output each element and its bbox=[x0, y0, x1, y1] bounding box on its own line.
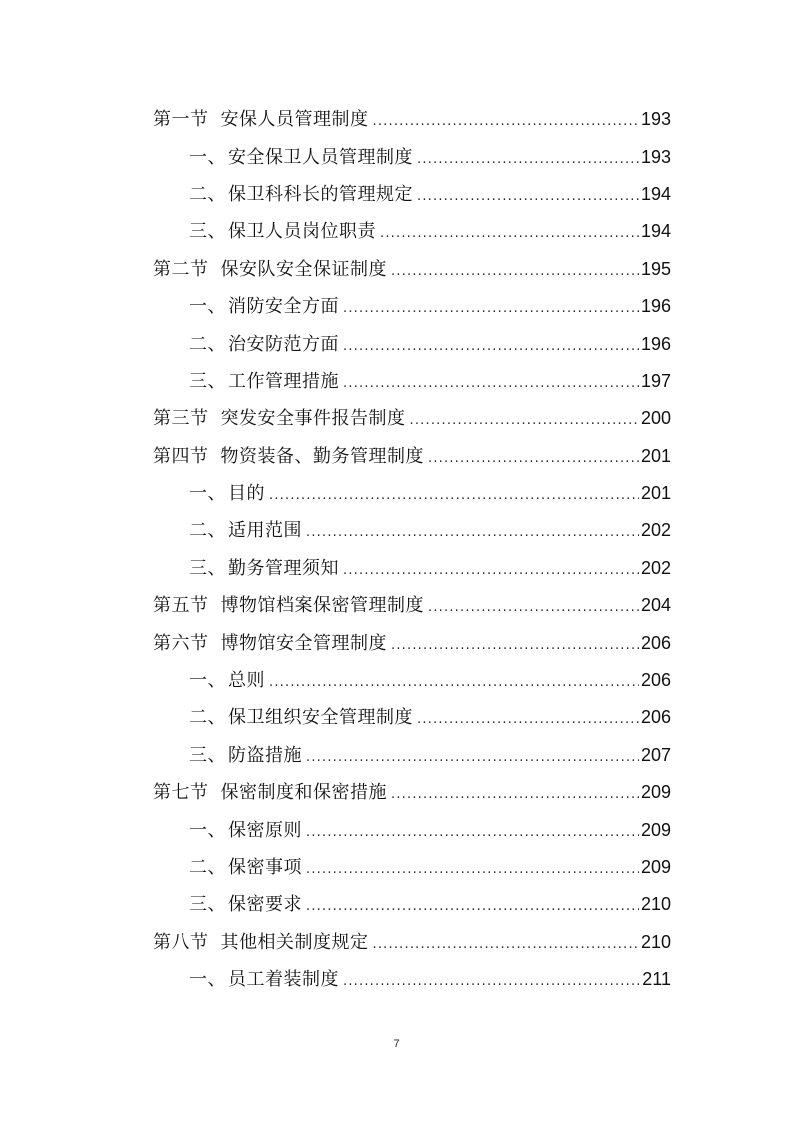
toc-entry-page: 209 bbox=[640, 819, 671, 840]
toc-entry-line bbox=[189, 895, 793, 914]
toc-dot-leader bbox=[306, 751, 639, 764]
toc-entry-title: 员工着装制度 bbox=[228, 969, 339, 991]
toc-dot-leader bbox=[269, 676, 639, 689]
toc-dot-leader bbox=[343, 564, 639, 577]
toc-entry-title: 适用范围 bbox=[228, 520, 302, 542]
toc-entry-title: 保密制度和保密措施 bbox=[220, 782, 387, 804]
toc-dot-leader bbox=[391, 265, 639, 278]
toc-entry-number: 二、 bbox=[189, 857, 226, 878]
toc-entry-line bbox=[189, 821, 793, 840]
toc-entry-number: 第四节 bbox=[153, 445, 209, 467]
toc-entry-line bbox=[153, 447, 793, 466]
toc-entry-number: 第五节 bbox=[153, 595, 209, 617]
toc-section-entry[interactable] bbox=[0, 400, 793, 437]
toc-entry-line bbox=[153, 596, 793, 615]
toc-entry-line bbox=[153, 634, 793, 653]
toc-dot-leader bbox=[373, 115, 639, 128]
toc-entry-title: 总则 bbox=[228, 670, 265, 692]
table-of-contents bbox=[0, 101, 793, 998]
toc-entry-title: 防盗措施 bbox=[228, 744, 302, 766]
toc-entry-number: 二、 bbox=[189, 520, 226, 542]
toc-entry-title: 保密原则 bbox=[228, 819, 302, 841]
toc-entry-number: 三、 bbox=[189, 744, 226, 766]
toc-entry-title: 安保人员管理制度 bbox=[220, 109, 369, 131]
toc-dot-leader bbox=[391, 639, 639, 652]
toc-subsection-entry[interactable] bbox=[0, 512, 793, 549]
toc-entry-page: 210 bbox=[640, 894, 671, 915]
toc-entry-number: 第三节 bbox=[153, 408, 209, 430]
toc-entry-number: 第七节 bbox=[153, 782, 209, 804]
toc-entry-page: 195 bbox=[640, 258, 671, 279]
toc-entry-line bbox=[189, 671, 793, 690]
toc-entry-page: 202 bbox=[640, 520, 671, 541]
toc-entry-title: 工作管理措施 bbox=[228, 370, 339, 392]
toc-entry-number: 三、 bbox=[189, 221, 226, 243]
toc-dot-leader bbox=[343, 377, 639, 390]
toc-entry-page: 201 bbox=[640, 445, 671, 466]
toc-entry-line bbox=[153, 933, 793, 952]
toc-dot-leader bbox=[380, 227, 639, 240]
toc-dot-leader bbox=[428, 601, 639, 614]
toc-entry-title: 保卫人员岗位职责 bbox=[228, 221, 376, 243]
toc-subsection-entry[interactable] bbox=[0, 699, 793, 736]
toc-entry-number: 第六节 bbox=[153, 632, 209, 654]
toc-entry-page: 196 bbox=[640, 296, 671, 317]
toc-entry-line bbox=[189, 521, 793, 540]
toc-entry-page: 197 bbox=[640, 370, 671, 391]
toc-entry-title: 治安防范方面 bbox=[228, 333, 339, 355]
toc-subsection-entry[interactable] bbox=[0, 662, 793, 699]
toc-entry-line bbox=[189, 746, 793, 765]
toc-subsection-entry[interactable] bbox=[0, 176, 793, 213]
toc-entry-number: 二、 bbox=[189, 183, 226, 205]
toc-entry-number: 一、 bbox=[189, 146, 226, 168]
toc-entry-page: 201 bbox=[640, 483, 671, 504]
toc-section-entry[interactable] bbox=[0, 587, 793, 624]
toc-entry-line bbox=[189, 222, 793, 241]
toc-entry-page: 206 bbox=[640, 707, 671, 728]
toc-entry-line bbox=[189, 297, 793, 316]
toc-entry-line bbox=[189, 559, 793, 578]
toc-entry-number: 三、 bbox=[189, 557, 226, 579]
toc-entry-title: 勤务管理须知 bbox=[228, 557, 339, 579]
toc-entry-number: 第二节 bbox=[153, 258, 209, 280]
toc-dot-leader bbox=[306, 826, 639, 839]
toc-entry-page: 207 bbox=[640, 744, 671, 765]
toc-section-entry[interactable] bbox=[0, 624, 793, 661]
toc-entry-title: 保卫科科长的管理规定 bbox=[228, 183, 413, 205]
toc-dot-leader bbox=[343, 975, 640, 988]
toc-dot-leader bbox=[269, 489, 639, 502]
toc-entry-number: 第八节 bbox=[153, 931, 209, 953]
toc-section-entry[interactable] bbox=[0, 251, 793, 288]
toc-dot-leader bbox=[410, 414, 639, 427]
toc-subsection-entry[interactable] bbox=[0, 325, 793, 362]
toc-entry-number: 三、 bbox=[189, 370, 226, 392]
toc-entry-title: 博物馆档案保密管理制度 bbox=[220, 595, 424, 617]
toc-entry-title: 保安队安全保证制度 bbox=[220, 258, 387, 280]
toc-entry-number: 一、 bbox=[189, 819, 226, 841]
toc-entry-page: 204 bbox=[640, 595, 671, 616]
toc-entry-line bbox=[189, 484, 793, 503]
toc-entry-line bbox=[189, 335, 793, 354]
toc-section-entry[interactable] bbox=[0, 924, 793, 961]
toc-entry-title: 保密要求 bbox=[228, 894, 302, 916]
toc-entry-title: 物资装备、勤务管理制度 bbox=[220, 445, 424, 467]
toc-entry-line bbox=[189, 148, 793, 167]
toc-entry-page: 210 bbox=[640, 931, 671, 952]
toc-entry-page: 211 bbox=[642, 969, 671, 990]
toc-entry-title: 安全保卫人员管理制度 bbox=[228, 146, 413, 168]
toc-dot-leader bbox=[428, 452, 639, 465]
toc-entry-page: 200 bbox=[640, 408, 671, 429]
toc-entry-page: 209 bbox=[640, 857, 671, 877]
toc-subsection-entry[interactable] bbox=[0, 886, 793, 923]
toc-section-entry[interactable] bbox=[0, 438, 793, 475]
toc-entry-page: 196 bbox=[640, 333, 671, 354]
toc-section-entry[interactable] bbox=[0, 774, 793, 811]
toc-entry-page: 209 bbox=[640, 782, 671, 803]
toc-entry-title: 目的 bbox=[228, 483, 265, 505]
page-number: 7 bbox=[393, 1038, 400, 1050]
toc-entry-page: 193 bbox=[640, 109, 671, 130]
toc-dot-leader bbox=[391, 788, 639, 801]
toc-entry-line bbox=[189, 372, 793, 391]
toc-entry-title: 其他相关制度规定 bbox=[220, 931, 369, 953]
toc-dot-leader bbox=[373, 938, 639, 951]
toc-subsection-entry[interactable] bbox=[0, 811, 793, 848]
toc-subsection-entry[interactable] bbox=[0, 363, 793, 400]
toc-entry-page: 206 bbox=[640, 632, 671, 653]
toc-subsection-entry[interactable] bbox=[0, 288, 793, 325]
toc-entry-title: 保密事项 bbox=[228, 857, 302, 878]
toc-dot-leader bbox=[306, 900, 639, 913]
toc-entry-number: 第一节 bbox=[153, 109, 209, 131]
toc-entry-page: 194 bbox=[640, 221, 671, 242]
toc-entry-number: 一、 bbox=[189, 296, 226, 318]
toc-dot-leader bbox=[343, 340, 639, 353]
toc-entry-number: 一、 bbox=[189, 969, 226, 991]
toc-dot-leader bbox=[417, 153, 639, 166]
toc-dot-leader bbox=[306, 526, 639, 539]
toc-entry-title: 博物馆安全管理制度 bbox=[220, 632, 387, 654]
toc-subsection-entry[interactable] bbox=[0, 849, 793, 886]
toc-entry-page: 206 bbox=[640, 670, 671, 691]
toc-entry-number: 二、 bbox=[189, 333, 226, 355]
toc-entry-line bbox=[153, 260, 793, 279]
toc-dot-leader bbox=[417, 190, 639, 203]
toc-entry-line bbox=[153, 409, 793, 428]
toc-dot-leader bbox=[306, 863, 639, 876]
toc-entry-page: 194 bbox=[640, 183, 671, 204]
toc-subsection-entry[interactable] bbox=[0, 213, 793, 250]
toc-entry-number: 三、 bbox=[189, 894, 226, 916]
toc-entry-line bbox=[153, 110, 793, 129]
toc-entry-line bbox=[189, 858, 793, 877]
toc-entry-line bbox=[189, 970, 793, 989]
toc-subsection-entry[interactable] bbox=[0, 138, 793, 175]
toc-dot-leader bbox=[417, 713, 639, 726]
toc-entry-number: 一、 bbox=[189, 483, 226, 505]
toc-subsection-entry[interactable] bbox=[0, 550, 793, 587]
toc-entry-line bbox=[189, 185, 793, 204]
toc-entry-line bbox=[189, 708, 793, 727]
toc-dot-leader bbox=[343, 302, 639, 315]
toc-entry-number: 一、 bbox=[189, 670, 226, 692]
toc-entry-line bbox=[153, 783, 793, 802]
toc-section-entry[interactable] bbox=[0, 101, 793, 138]
toc-subsection-entry[interactable] bbox=[0, 961, 793, 998]
toc-entry-title: 突发安全事件报告制度 bbox=[220, 408, 406, 430]
toc-entry-title: 消防安全方面 bbox=[228, 296, 339, 318]
toc-entry-title: 保卫组织安全管理制度 bbox=[228, 707, 413, 729]
toc-subsection-entry[interactable] bbox=[0, 475, 793, 512]
toc-subsection-entry[interactable] bbox=[0, 737, 793, 774]
toc-entry-page: 193 bbox=[640, 146, 671, 167]
toc-entry-number: 二、 bbox=[189, 707, 226, 729]
toc-entry-page: 202 bbox=[640, 557, 671, 578]
